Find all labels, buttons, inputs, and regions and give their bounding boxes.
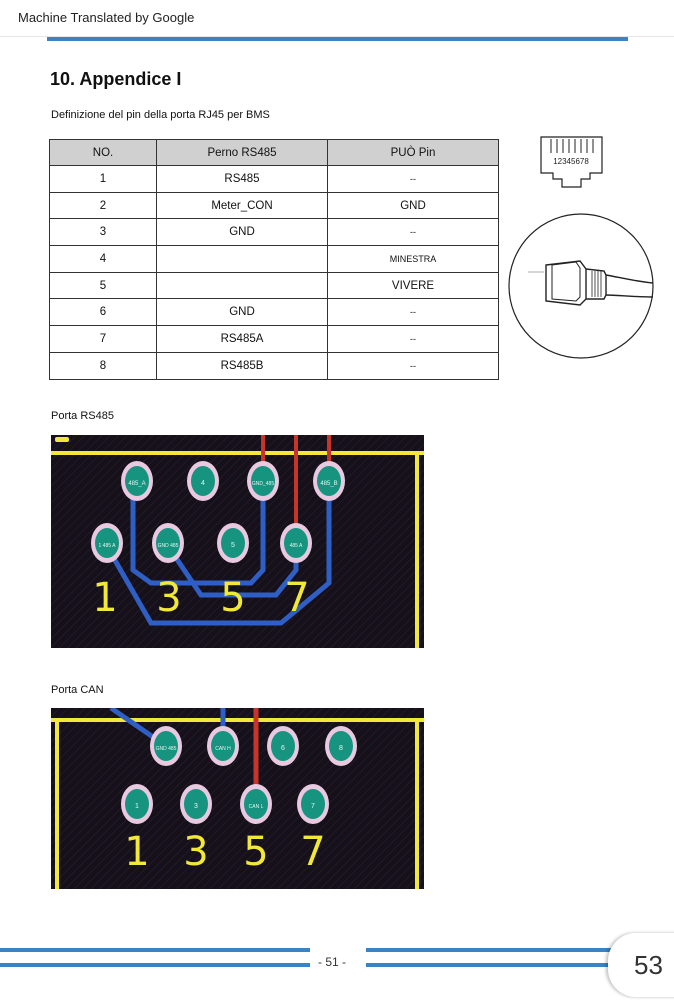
- pad-label: 485 A: [289, 543, 303, 549]
- pad-label: 7: [311, 803, 315, 810]
- table-row: [50, 192, 499, 219]
- pad-label: 5: [231, 542, 235, 549]
- can-pad-bottom-1: [121, 784, 153, 824]
- pad-label: 4: [201, 480, 205, 487]
- header-rule: [47, 37, 628, 41]
- can-pad-bottom-4: [297, 784, 329, 824]
- cell-rs485: GND: [157, 299, 328, 326]
- cell-can: VIVERE: [328, 272, 499, 299]
- footer-rule-right-bottom: [366, 963, 616, 967]
- section-subtitle: Definizione del pin della porta RJ45 per BMS: [51, 109, 270, 121]
- page-label: - 51 -: [318, 955, 347, 969]
- cell-can: MINESTRA: [328, 246, 499, 273]
- cell-can: --: [328, 219, 499, 246]
- rs485-pcb-image: [51, 435, 424, 648]
- cell-rs485: Meter_CON: [157, 192, 328, 219]
- pad-bottom-1: [91, 523, 123, 563]
- cell-can: --: [328, 299, 499, 326]
- pin-table: [49, 139, 499, 380]
- table-row: [50, 299, 499, 326]
- silk-number: 5: [243, 829, 269, 875]
- pad-label: 3: [194, 803, 198, 810]
- pad-label: GND_485: [251, 481, 275, 487]
- pad-label: 6: [281, 745, 285, 752]
- footer-rule-left-bottom: [0, 963, 310, 967]
- silk-number: 3: [156, 575, 182, 621]
- can-port-label: Porta CAN: [51, 684, 104, 696]
- pad-label: 8: [339, 745, 343, 752]
- silk-number: 3: [183, 829, 209, 875]
- table-header-row: [50, 140, 499, 166]
- pad-top-1: [121, 461, 153, 501]
- rs485-port-label: Porta RS485: [51, 410, 114, 422]
- cell-can: --: [328, 352, 499, 379]
- cell-no: 7: [50, 326, 157, 353]
- rj45-plug-illustration: [508, 213, 654, 359]
- pad-label: 1 485 A: [98, 543, 116, 549]
- cell-no: 5: [50, 272, 157, 299]
- pad-label: CAN H: [215, 746, 231, 752]
- pad-label: 1: [135, 803, 139, 810]
- pad-label: 485_B: [320, 481, 338, 487]
- cell-no: 2: [50, 192, 157, 219]
- cell-no: 8: [50, 352, 157, 379]
- silk-number: 5: [220, 575, 246, 621]
- cell-no: 6: [50, 299, 157, 326]
- pad-bottom-3: [217, 523, 249, 563]
- cell-rs485: RS485: [157, 166, 328, 193]
- header-no: NO.: [50, 140, 157, 166]
- can-pad-top-1: [150, 726, 182, 766]
- cell-no: 3: [50, 219, 157, 246]
- cell-can: GND: [328, 192, 499, 219]
- can-pad-top-2: [207, 726, 239, 766]
- cell-rs485: RS485B: [157, 352, 328, 379]
- pad-label: GND 485: [157, 543, 179, 549]
- table-row: [50, 272, 499, 299]
- silk-number: 1: [92, 575, 118, 621]
- table-row: [50, 326, 499, 353]
- table-row: [50, 166, 499, 193]
- can-pad-bottom-2: [180, 784, 212, 824]
- can-pad-top-3: [267, 726, 299, 766]
- pad-top-3: [247, 461, 279, 501]
- header-can: PUÒ Pin: [328, 140, 499, 166]
- cell-rs485: [157, 272, 328, 299]
- pad-top-2: [187, 461, 219, 501]
- cell-rs485: [157, 246, 328, 273]
- silk-number: 7: [300, 829, 326, 875]
- footer-rule-right-top: [366, 948, 616, 952]
- silk-number: 1: [124, 829, 150, 875]
- pad-label: 485_A: [128, 481, 146, 487]
- can-pcb-image: [51, 708, 424, 889]
- pad-top-4: [313, 461, 345, 501]
- pad-label: GND 485: [155, 746, 177, 752]
- pad-bottom-2: [152, 523, 184, 563]
- cell-rs485: RS485A: [157, 326, 328, 353]
- cell-no: 4: [50, 246, 157, 273]
- section-title: 10. Appendice I: [50, 69, 182, 89]
- page-number: 53: [634, 950, 663, 980]
- can-pad-top-4: [325, 726, 357, 766]
- silk-number: 7: [284, 575, 310, 621]
- header-rs485: Perno RS485: [157, 140, 328, 166]
- footer-rule-left-top: [0, 948, 310, 952]
- table-row: [50, 246, 499, 273]
- can-pad-bottom-3: [240, 784, 272, 824]
- cell-can: --: [328, 326, 499, 353]
- rj45-jack-diagram: [540, 136, 603, 188]
- translation-banner: [0, 0, 674, 37]
- table-row: [50, 219, 499, 246]
- table-row: [50, 352, 499, 379]
- jack-pin-numbers: 12345678: [553, 157, 589, 166]
- pad-label: CAN L: [248, 804, 264, 810]
- cell-no: 1: [50, 166, 157, 193]
- cell-can: --: [328, 166, 499, 193]
- pad-bottom-4: [280, 523, 312, 563]
- cell-rs485: GND: [157, 219, 328, 246]
- banner-text: Machine Translated by Google: [18, 10, 195, 25]
